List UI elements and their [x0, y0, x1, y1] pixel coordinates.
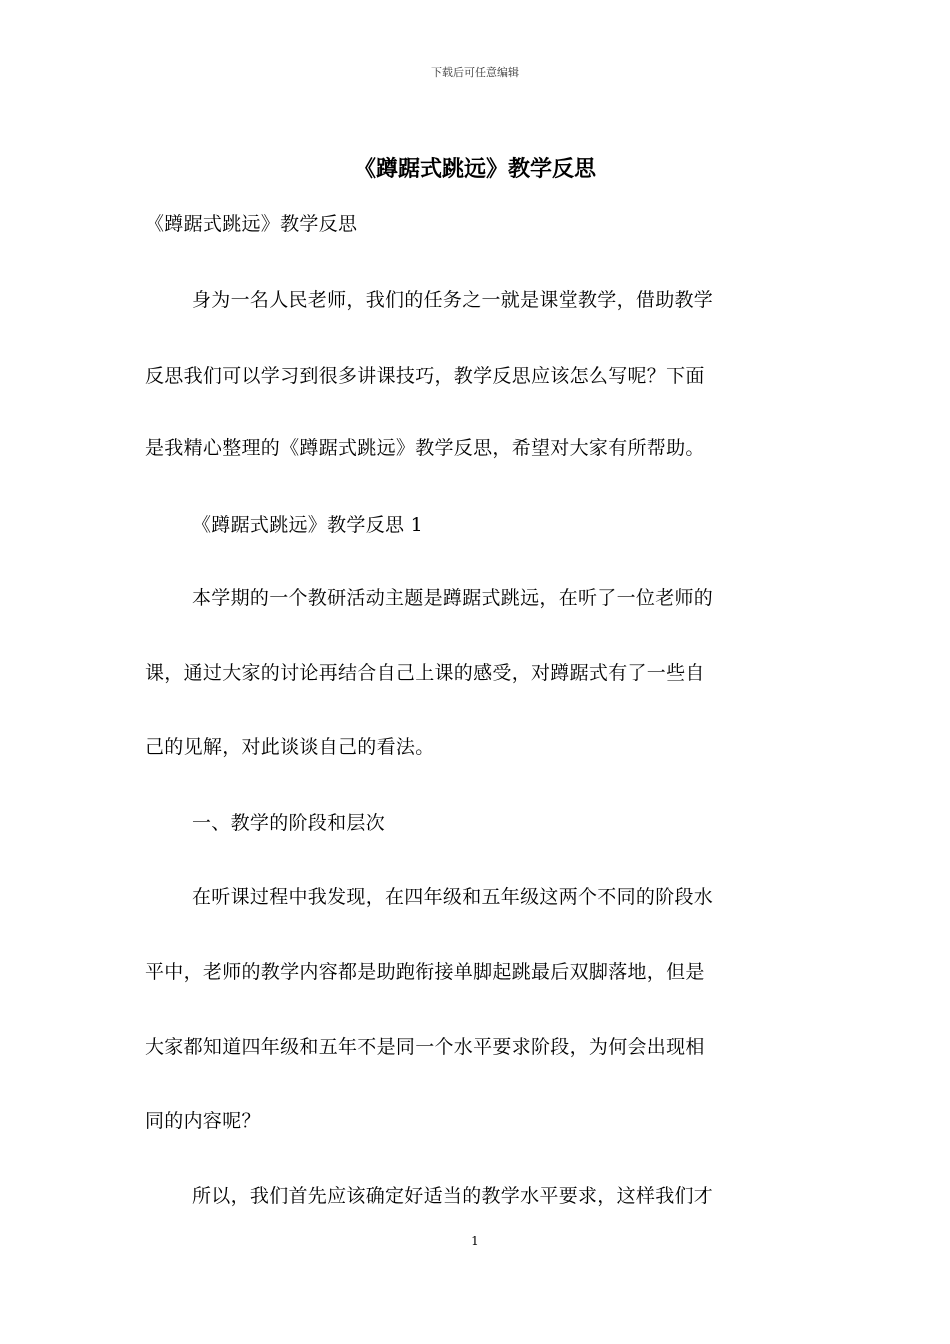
paragraph-line: 课，通过大家的讨论再结合自己上课的感受，对蹲踞式有了一些自 — [145, 662, 705, 684]
page-header-note: 下载后可任意编辑 — [431, 66, 519, 79]
paragraph-line: 己的见解，对此谈谈自己的看法。 — [145, 736, 435, 758]
section-heading: 一、教学的阶段和层次 — [192, 812, 386, 834]
document-subtitle: 《蹲踞式跳远》教学反思 — [145, 213, 358, 235]
paragraph-line: 本学期的一个教研活动主题是蹲踞式跳远，在听了一位老师的 — [192, 587, 714, 609]
paragraph-line: 大家都知道四年级和五年不是同一个水平要求阶段，为何会出现相 — [145, 1036, 705, 1058]
paragraph-line: 在听课过程中我发现，在四年级和五年级这两个不同的阶段水 — [192, 886, 714, 908]
paragraph-line: 是我精心整理的《蹲踞式跳远》教学反思，希望对大家有所帮助。 — [145, 437, 705, 459]
section-heading: 《蹲踞式跳远》教学反思 1 — [192, 514, 424, 536]
document-title: 《蹲踞式跳远》教学反思 — [353, 156, 596, 182]
paragraph-line: 所以，我们首先应该确定好适当的教学水平要求，这样我们才 — [192, 1185, 714, 1207]
page-number: 1 — [471, 1234, 479, 1248]
paragraph-line: 平中，老师的教学内容都是助跑衔接单脚起跳最后双脚落地，但是 — [145, 961, 705, 983]
paragraph-line: 反思我们可以学习到很多讲课技巧，教学反思应该怎么写呢？下面 — [145, 365, 705, 387]
paragraph-line: 身为一名人民老师，我们的任务之一就是课堂教学，借助教学 — [192, 289, 714, 311]
paragraph-line: 同的内容呢？ — [145, 1110, 261, 1132]
